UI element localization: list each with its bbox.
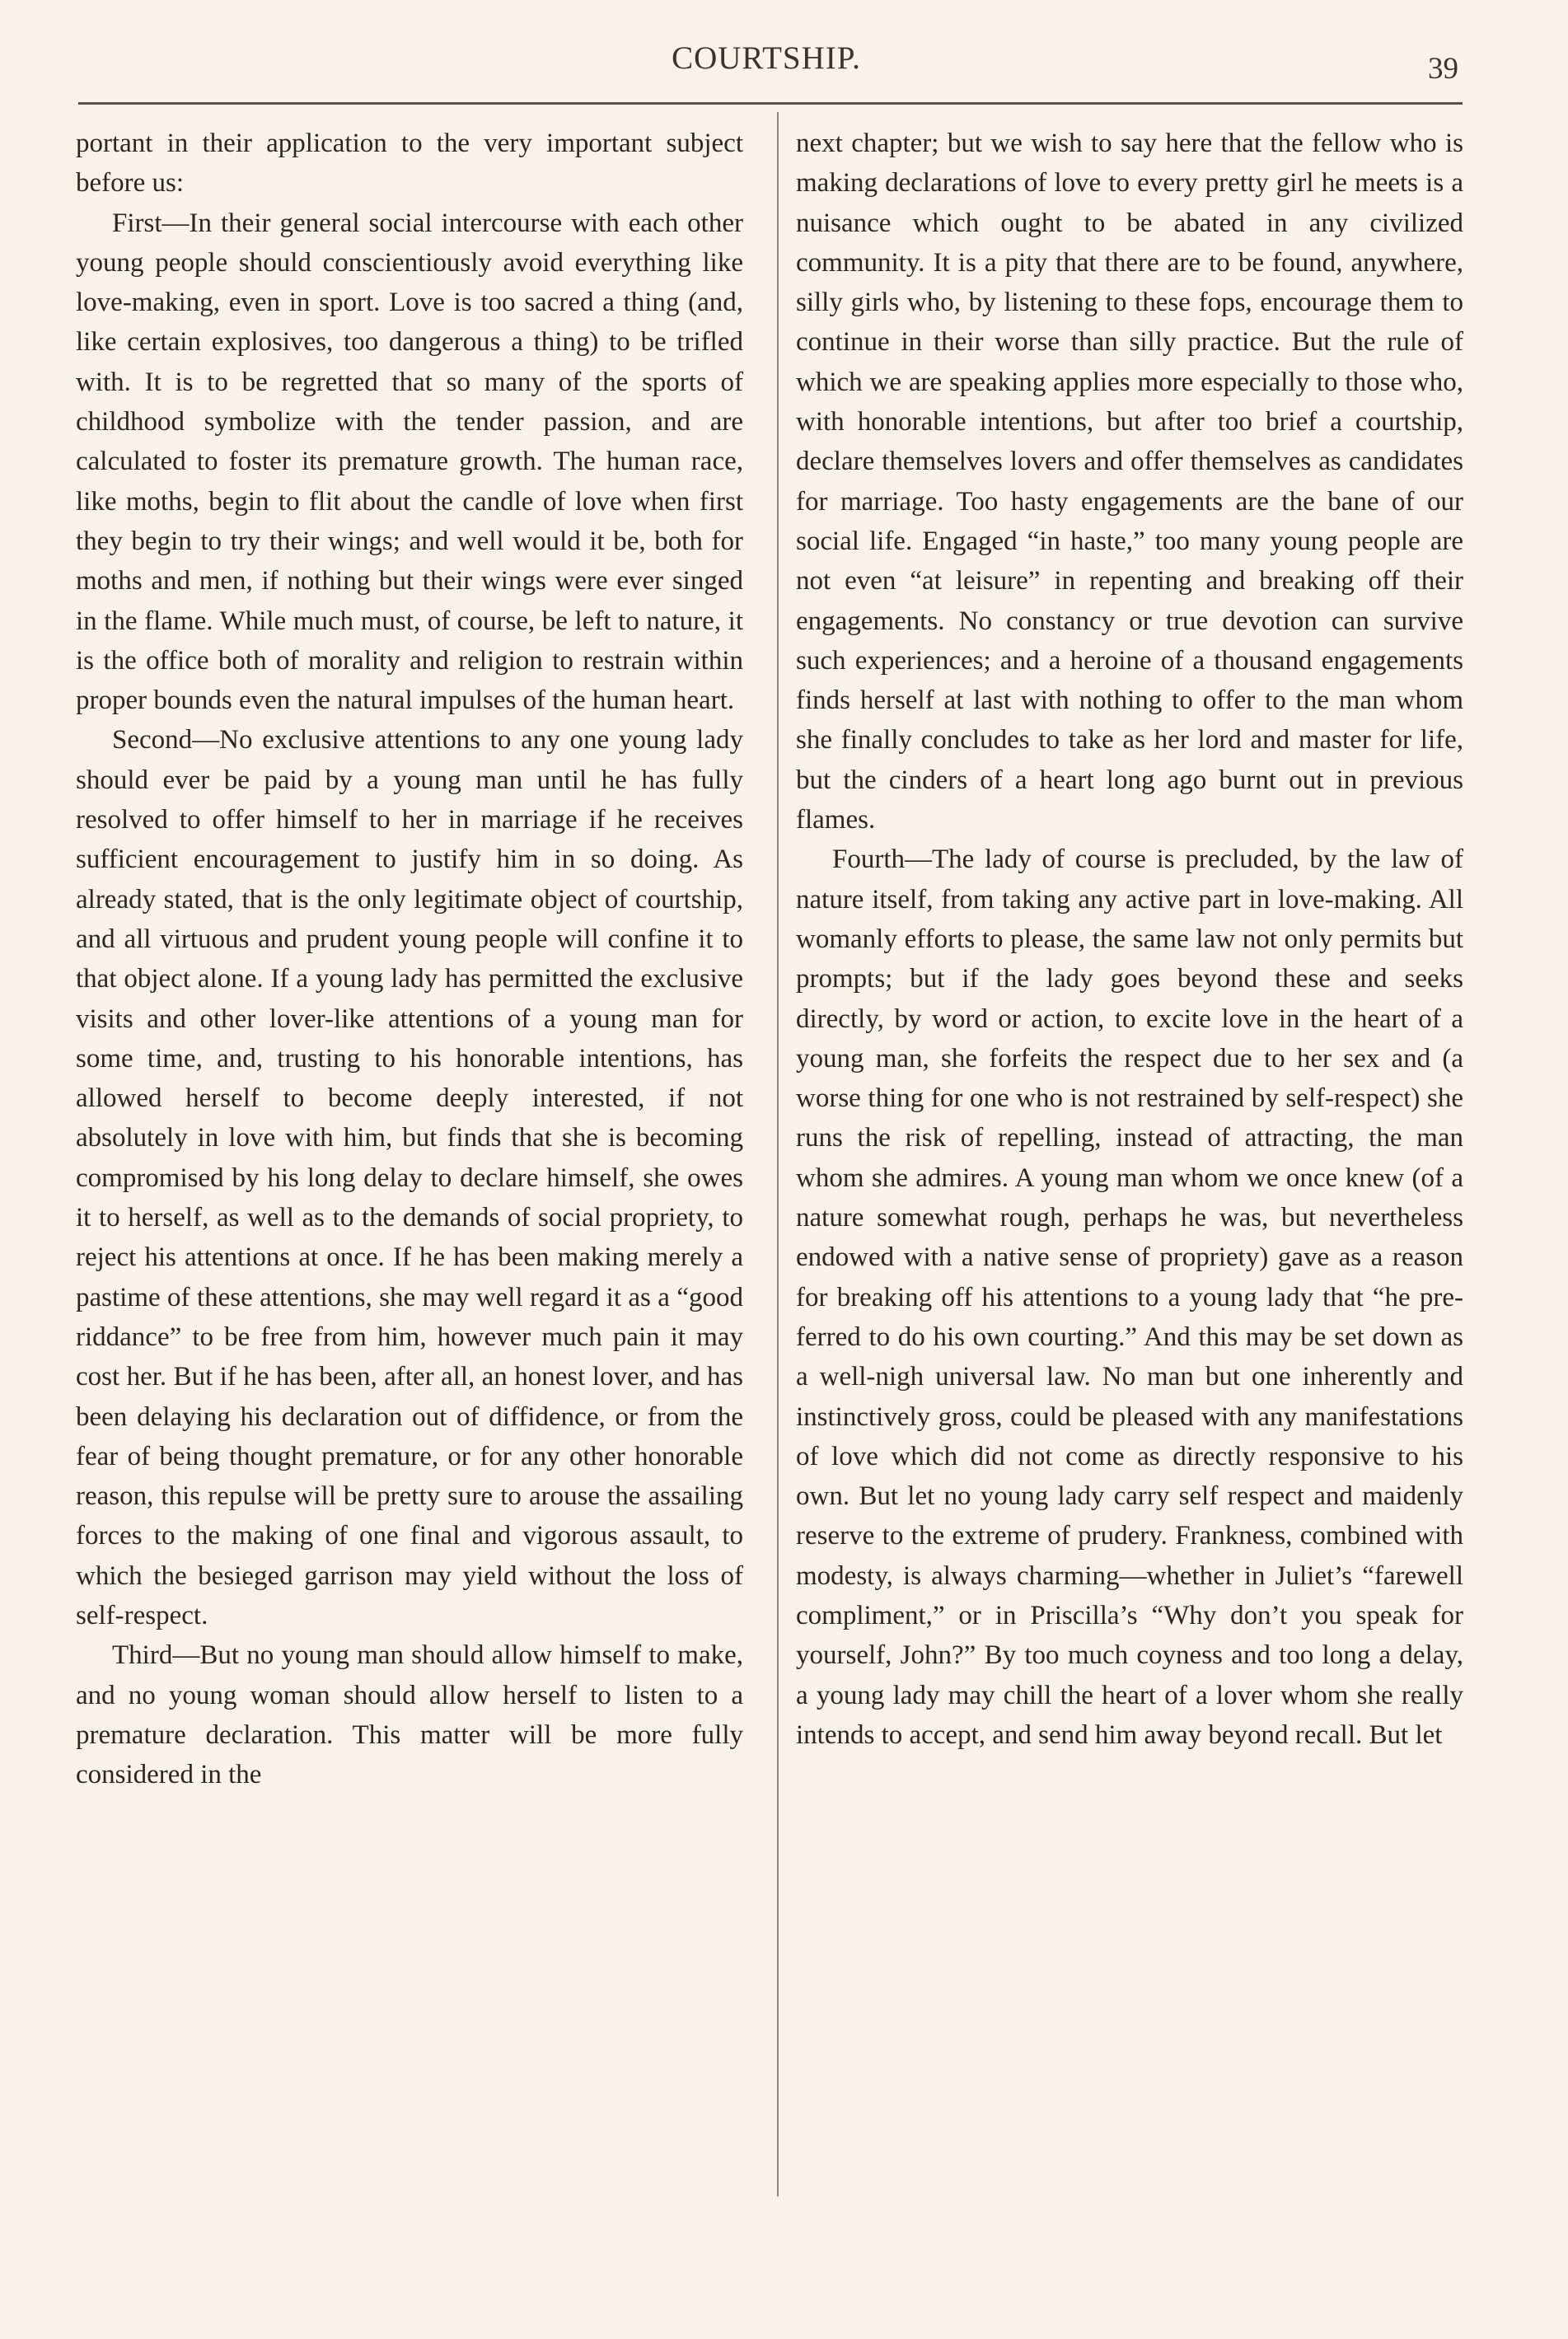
paragraph-first: First—In their general social intercourse with each other young people should conscientiously avoid everything like love-making, even in sport. Love is too sacred a thing (and, like certain explosives, too dangerous a thing) to be trifled with. It is to be regretted that so many of the sports of childhood symbolize with the tender passion, and are calculated to foster its premature growth. The human race, like moths, begin to flit about the candle of love when first they begin to try their wings; and well would it be, both for moths and men, if nothing but their wings were ever singed in the flame. While much must, of course, be left to nature, it is the office both of morality and religion to restrain within proper bounds even the natural impulses of the human heart.: [76, 208, 743, 716]
header-rule: [78, 102, 1463, 105]
left-column: [76, 124, 743, 2183]
column-divider: [777, 112, 779, 2196]
right-column: [796, 124, 1463, 2183]
paragraph-continuation: portant in their application to the very important subject before us:: [76, 129, 743, 199]
page-number: 39: [1428, 52, 1458, 86]
paragraph-fourth: Fourth—The lady of course is precluded, by the law of nature itself, from taking any active part in love-making. All womanly efforts to please, the same law not only permits but prompts; but if the lady goes beyond these and seeks directly, by word or action, to excite love in the heart of a young man, she forfeits the respect due to her sex and (a worse thing for one who is not restrained by self-respect) she runs the risk of repelling, instead of attracting, the man whom she admires. A young man whom we once knew (of a nature somewhat rough, perhaps he was, but nevertheless endowed with a native sense of propriety) gave as a reason for breaking off his attentions to a young lady that “he preferred to do his own courting.” And this may be set down as a well-nigh universal law. No man but one inherently and instinctively gross, could be pleased with any manifestations of love which did not come as directly responsive to his own. But let no young lady carry self respect and maidenly reserve to the extreme of prudery. Frankness, combined with modesty, is always charming—whether in Juliet’s “farewell compliment,” or in Priscilla’s “Why don’t you speak for yourself, John?” By too much coyness and too long a delay, a young lady may chill the heart of a lover whom she really intends to accept, and send him away beyond recall. But let: [796, 844, 1463, 1750]
running-head: COURTSHIP.: [672, 40, 861, 76]
page-header: [74, 33, 1458, 99]
paragraph-third: Third—But no young man should allow himself to make, and no young woman should allow herself to listen to a premature declaration. This matter will be more fully considered in the: [76, 1640, 743, 1790]
paragraph-third-continued: next chapter; but we wish to say here that the fellow who is making declarations of love to every pretty girl he meets is a nuisance which ought to be abated in any civilized community. It is a pity that there are to be found, anywhere, silly girls who, by listening to these fops, encourage them to continue in their worse than silly practice. But the rule of which we are speaking applies more especially to those who, with honorable intentions, but after too brief a courtship, declare themselves lovers and offer themselves as candidates for marriage. Too hasty engagements are the bane of our social life. Engaged “in haste,” too many young people are not even “at leisure” in repenting and breaking off their engagements. No constancy or true devotion can survive such experiences; and a heroine of a thousand engagements finds herself at last with nothing to offer to the man whom she finally concludes to take as her lord and master for life, but the cinders of a heart long ago burnt out in previous flames.: [796, 129, 1463, 835]
paragraph-second: Second—No exclusive attentions to any one young lady should ever be paid by a young man until he has fully resolved to offer himself to her in marriage if he receives sufficient encouragement to justify him in so doing. As already stated, that is the only legitimate object of courtship, and all virtuous and prudent young people will confine it to that object alone. If a young lady has permitted the exclusive visits and other lover-like attentions of a young man for some time, and, trusting to his honorable intentions, has allowed herself to become deeply interested, if not absolutely in love with him, but finds that she is becoming compromised by his long delay to declare himself, she owes it to herself, as well as to the demands of social propriety, to reject his attentions at once. If he has been making merely a pastime of these attentions, she may well regard it as a “good riddance” to be free from him, however much pain it may cost her. But if he has been, after all, an honest lover, and has been delaying his declaration out of diffidence, or from the fear of being thought premature, or for any other honorable reason, this repulse will be pretty sure to arouse the assailing forces to the making of one final and vigorous assault, to which the besieged garrison may yield without the loss of self-respect.: [76, 725, 743, 1630]
